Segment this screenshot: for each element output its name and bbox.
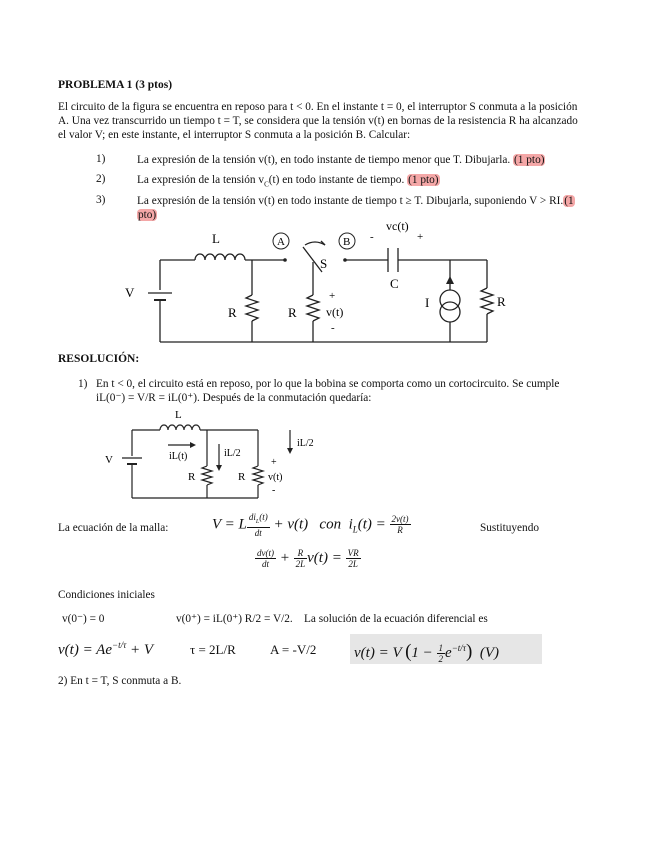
minus-sign: - bbox=[331, 322, 335, 334]
intro-line: El circuito de la figura se encuentra en reposo para t < 0. En el instante t = 0, el interruptor S conmuta a la posición bbox=[58, 101, 578, 113]
step1-line: En t < 0, el circuito está en reposo, por lo que la bobina se comporta como un cortocircuito. Se cumple bbox=[96, 378, 560, 390]
cond-1: v(0⁻) = 0 bbox=[62, 613, 105, 625]
problem-title: PROBLEMA 1 (3 ptos) bbox=[58, 79, 173, 91]
cond-label: Condiciones iniciales bbox=[58, 589, 155, 601]
current-label: iL/2 bbox=[224, 448, 241, 459]
step1-line: iL(0⁻) = V/R = iL(0⁺). Después de la conmutación quedaría: bbox=[96, 392, 372, 404]
question-text: (t) en todo instante de tiempo. bbox=[268, 174, 405, 186]
voltage-label: v(t) bbox=[268, 472, 283, 483]
equation-diff: $\frac{dv(t)}{dt}$ + $\frac{R}{2L}$ v(t) = $\frac{VR}{2L}$ bbox=[257, 548, 359, 569]
equation-malla: V = L $\frac{di_L(t)}{dt}$ + v(t) con $i_L(t)$ = $\frac{2v(t)}{R}$ bbox=[212, 512, 409, 538]
plus-sign: + bbox=[417, 231, 424, 243]
points-badge: pto) bbox=[138, 209, 157, 221]
step-2: 2) En t = T, S conmuta a B. bbox=[58, 675, 182, 687]
minus-sign: - bbox=[370, 231, 374, 243]
question-number: 2) bbox=[96, 173, 106, 185]
intro-line: A. Una vez transcurrido un tiempo t = T, se considera que la tensión v(t) en bornas de la resistencia R ha alcanzado bbox=[58, 115, 578, 128]
question-text: La expresión de la tensión v(t) en todo instante de tiempo t ≥ T. Dibujarla, suponiendo V > RI. bbox=[137, 195, 564, 207]
resistor-label: R bbox=[188, 471, 196, 483]
cond-2: v(0⁺) = iL(0⁺) R/2 = V/2. bbox=[176, 613, 293, 625]
current-label: iL(t) bbox=[169, 451, 188, 462]
capacitor-label: C bbox=[390, 276, 399, 291]
solution-general: $v(t) = Ae^{-t/\tau} + V$ bbox=[58, 640, 154, 658]
subscript: C bbox=[264, 180, 269, 189]
question-text: La expresión de la tensión v bbox=[137, 174, 265, 186]
voltage-label: v(t) bbox=[326, 305, 344, 319]
question-text: La expresión de la tensión v(t), en todo instante de tiempo menor que T. Dibujarla. bbox=[137, 154, 511, 166]
source-label: V bbox=[125, 285, 135, 300]
points-badge: (1 bbox=[564, 195, 574, 207]
node-a-label: A bbox=[277, 236, 285, 248]
points-badge: (1 pto) bbox=[514, 154, 545, 166]
malla-label: La ecuación de la malla: bbox=[58, 522, 169, 534]
resistor-label: R bbox=[288, 305, 297, 320]
resistor-label: R bbox=[228, 305, 237, 320]
question-number: 3) bbox=[96, 194, 106, 206]
current-label: iL/2 bbox=[297, 438, 314, 449]
points-badge: (1 pto) bbox=[408, 174, 439, 186]
inductor-label: L bbox=[212, 231, 220, 246]
capacitor-voltage-label: vc(t) bbox=[386, 219, 409, 233]
step-number: 1) bbox=[78, 378, 88, 390]
resolution-heading: RESOLUCIÓN: bbox=[58, 353, 140, 365]
intro-line: el valor V; en este instante, el interruptor S conmuta a la posición B. Calcular: bbox=[58, 129, 411, 142]
inductor-label: L bbox=[175, 409, 182, 421]
tau-value: τ = 2L/R bbox=[190, 642, 236, 657]
cond-3: La solución de la ecuación diferencial es bbox=[304, 613, 488, 625]
question-number: 1) bbox=[96, 153, 106, 165]
source-label: V bbox=[105, 454, 113, 466]
current-source-label: I bbox=[425, 295, 430, 310]
switch-label: S bbox=[320, 256, 328, 271]
plus-sign: + bbox=[271, 457, 277, 468]
sust-label: Sustituyendo bbox=[480, 522, 539, 534]
node-b-label: B bbox=[343, 236, 351, 248]
a-value: A = -V/2 bbox=[270, 642, 317, 657]
plus-sign: + bbox=[329, 290, 336, 302]
minus-sign: - bbox=[272, 485, 276, 496]
resistor-label: R bbox=[238, 471, 246, 483]
solution-final: v(t) = V (1 − $\frac{1}{2}$ $e^{-t/\tau}$) (V) bbox=[354, 641, 499, 665]
resistor-label: R bbox=[497, 294, 506, 309]
